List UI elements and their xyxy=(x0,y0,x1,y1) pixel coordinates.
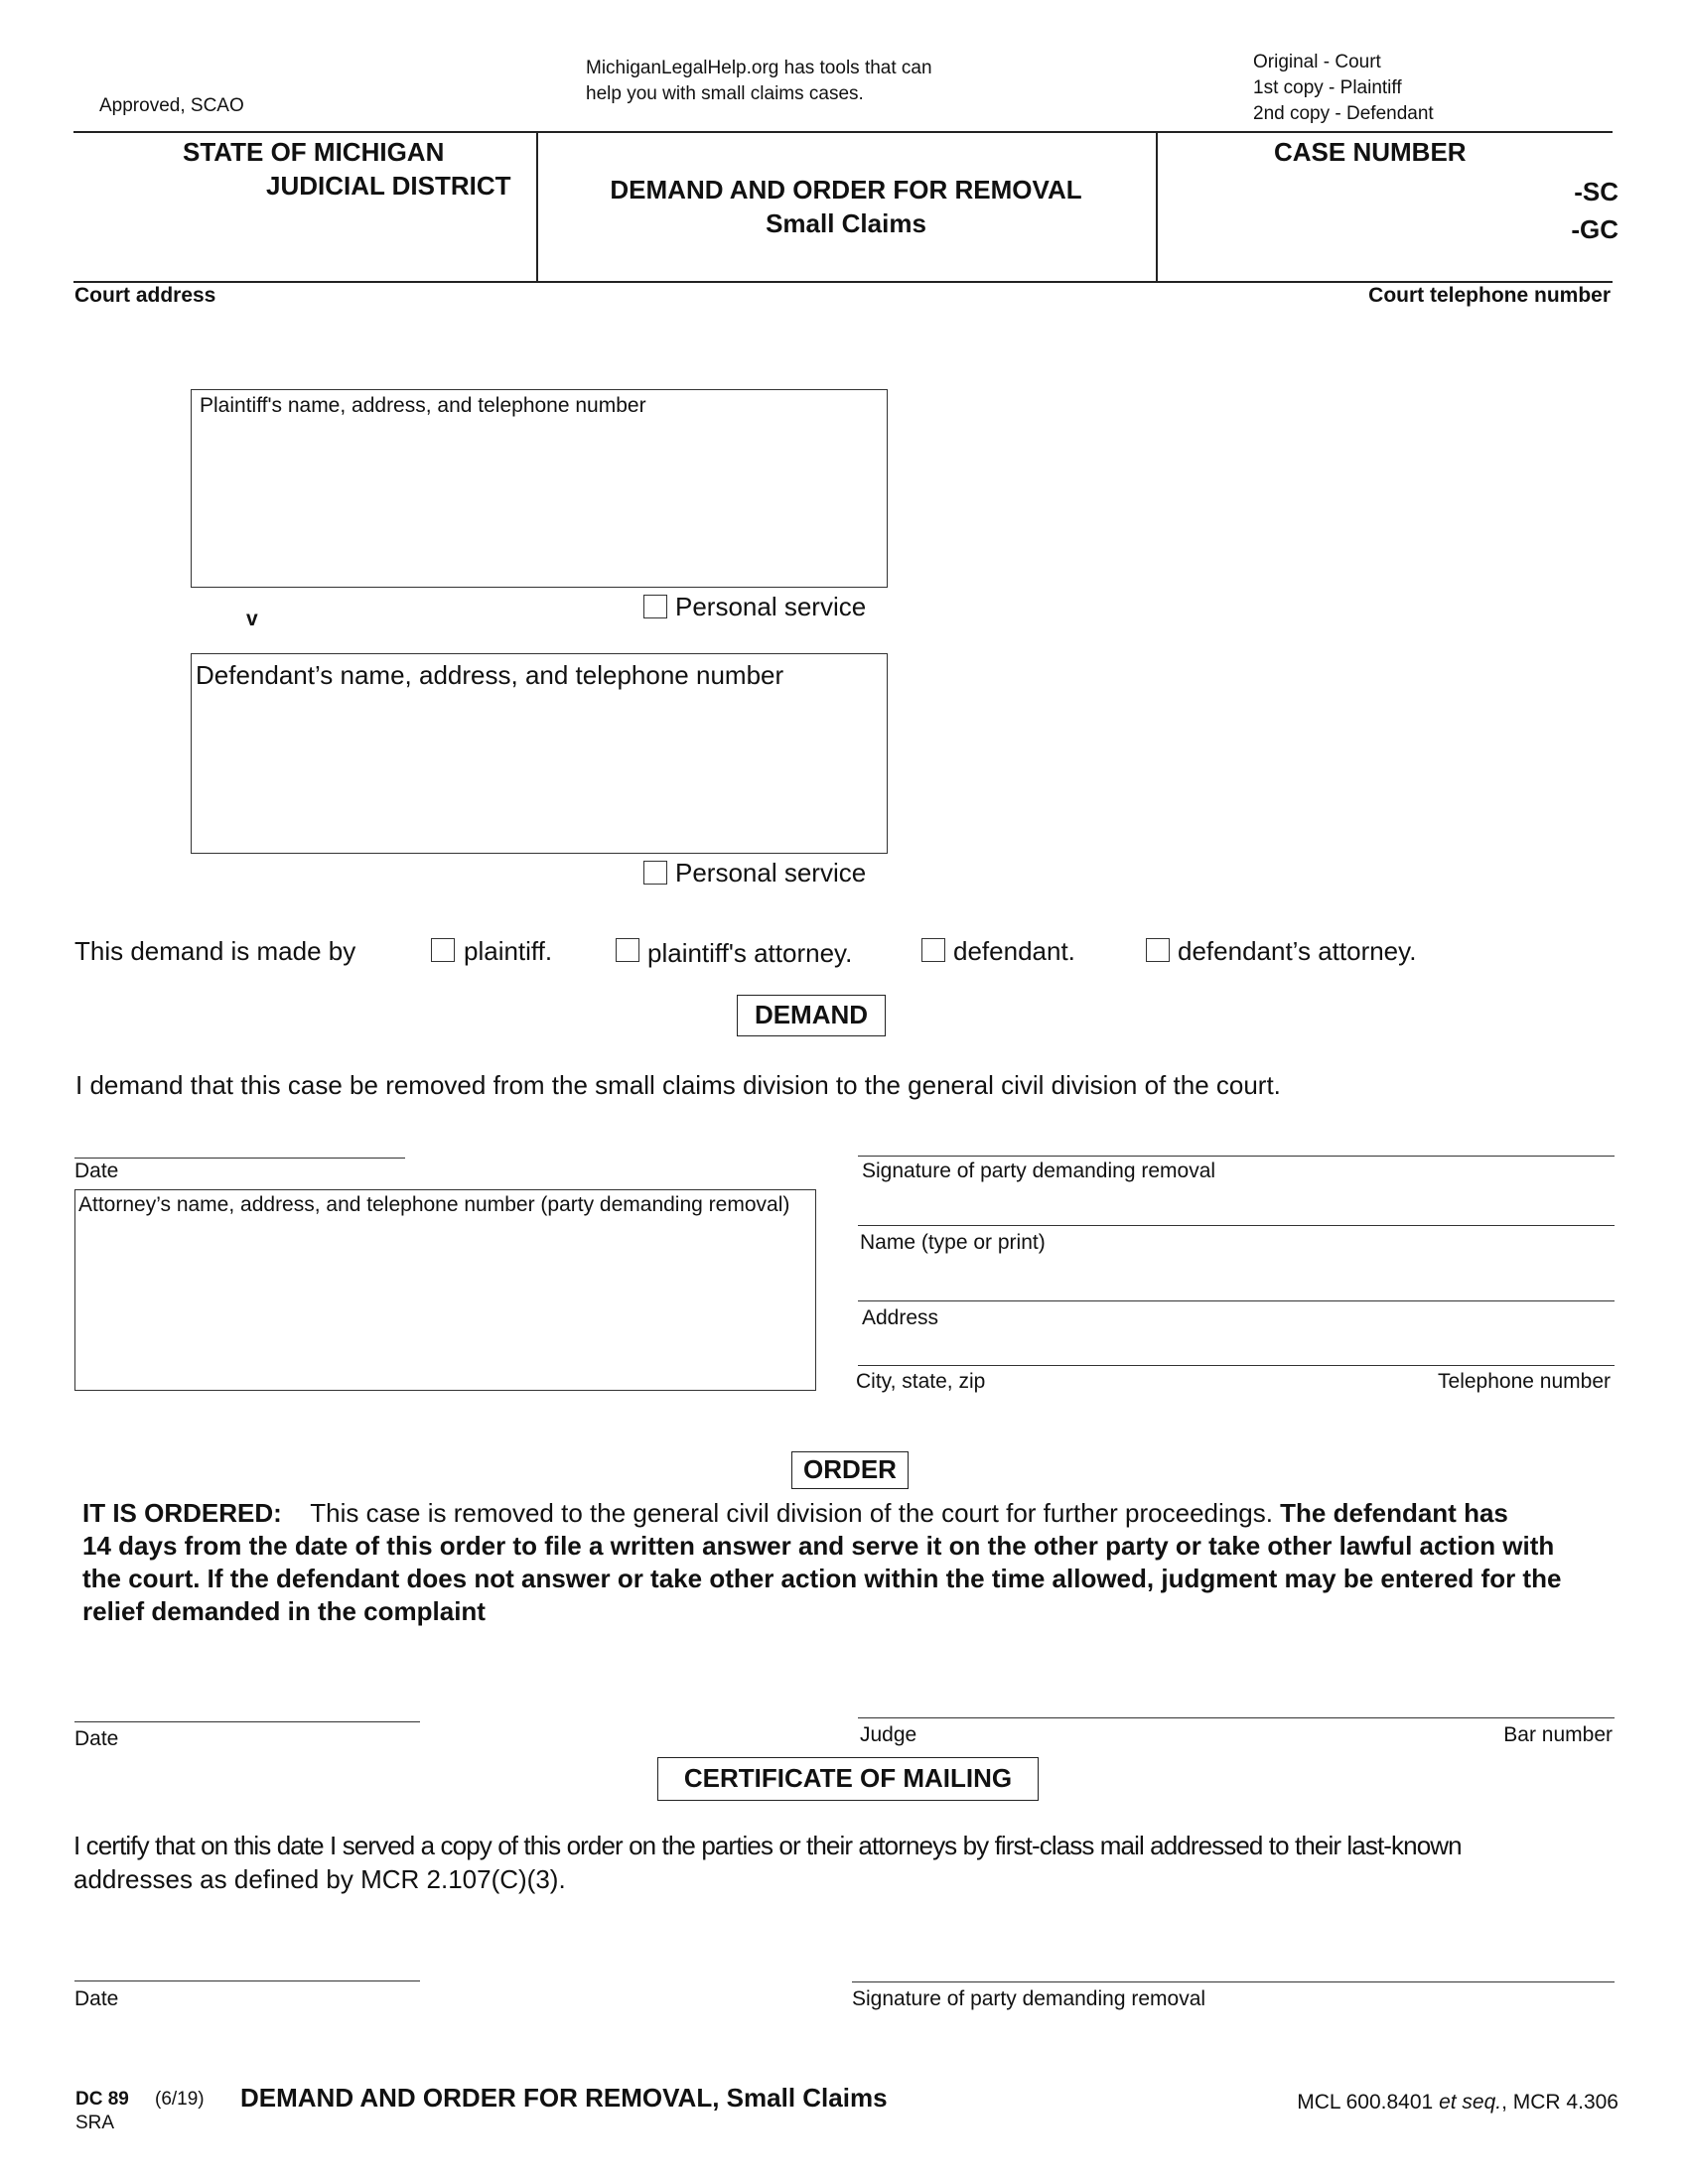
bar-number-label: Bar number xyxy=(1503,1723,1613,1746)
case-suffix-sc: -SC xyxy=(1574,177,1618,206)
footer-form-subtitle: Small Claims xyxy=(726,2083,888,2113)
district-label: JUDICIAL DISTRICT xyxy=(266,171,511,201)
demand-by-label: This demand is made by xyxy=(74,936,356,966)
order-heading: ORDER xyxy=(791,1451,909,1489)
header-top-rule xyxy=(73,131,1613,133)
help-line-2: help you with small claims cases. xyxy=(586,83,864,104)
plaintiff-personal-service-label: Personal service xyxy=(675,592,867,621)
address-line[interactable] xyxy=(858,1300,1615,1301)
certificate-signature-line[interactable] xyxy=(852,1981,1615,1982)
copy-second: 2nd copy - Defendant xyxy=(1253,103,1434,124)
option-plaintiff: plaintiff. xyxy=(464,936,553,966)
order-text-bold-4: relief demanded in the complaint xyxy=(82,1596,486,1626)
header-divider-right xyxy=(1156,132,1158,281)
header-bottom-rule xyxy=(73,281,1613,283)
demand-date-line[interactable] xyxy=(74,1158,405,1159)
name-label: Name (type or print) xyxy=(860,1231,1046,1254)
versus-label: v xyxy=(246,608,258,630)
order-date-label: Date xyxy=(74,1727,119,1750)
plaintiff-personal-service-checkbox[interactable] xyxy=(643,595,667,618)
address-label: Address xyxy=(862,1306,939,1329)
state-label: STATE OF MICHIGAN xyxy=(183,137,445,167)
option-defendants-attorney: defendant’s attorney. xyxy=(1178,936,1417,966)
case-number-label: CASE NUMBER xyxy=(1274,137,1467,167)
form-title: DEMAND AND ORDER FOR REMOVAL xyxy=(610,175,1082,205)
footer-sra: SRA xyxy=(75,2113,115,2133)
certificate-signature-label: Signature of party demanding removal xyxy=(852,1987,1206,2010)
certificate-line-1: I certify that on this date I served a copy of this order on the parties or their attorneys by first-class mail addressed to their last-known xyxy=(73,1831,1462,1860)
footer-citation-pre: MCL 600.8401 xyxy=(1297,2091,1434,2114)
attorney-box[interactable] xyxy=(74,1189,816,1391)
judge-label: Judge xyxy=(860,1723,917,1746)
order-text-bold-1: The defendant has xyxy=(1280,1498,1508,1528)
header-divider-left xyxy=(536,132,538,281)
order-text xyxy=(82,1497,1621,1628)
option-defendant: defendant. xyxy=(953,936,1075,966)
demand-signature-label: Signature of party demanding removal xyxy=(862,1160,1216,1182)
defendant-label: Defendant’s name, address, and telephone number xyxy=(196,660,784,690)
plaintiff-box[interactable] xyxy=(191,389,888,588)
demand-text: I demand that this case be removed from the small claims division to the general civil division of the court. xyxy=(75,1070,1281,1100)
demand-signature-line[interactable] xyxy=(858,1156,1615,1157)
attorney-label: Attorney’s name, address, and telephone number (party demanding removal) xyxy=(78,1193,790,1216)
order-text-normal: This case is removed to the general civil division of the court for further proceedings. xyxy=(310,1498,1273,1528)
certificate-date-label: Date xyxy=(74,1987,119,2010)
defendant-box[interactable] xyxy=(191,653,888,854)
footer-citation-italic: et seq. xyxy=(1439,2091,1502,2114)
order-date-line[interactable] xyxy=(74,1721,420,1722)
footer-form-id: DC 89 xyxy=(75,2089,129,2110)
demand-date-label: Date xyxy=(74,1160,119,1182)
telephone-label: Telephone number xyxy=(1438,1370,1611,1393)
defendant-personal-service-checkbox[interactable] xyxy=(643,861,667,885)
city-line[interactable] xyxy=(858,1365,1615,1366)
court-phone-label: Court telephone number xyxy=(1368,284,1611,307)
footer-revision: (6/19) xyxy=(155,2089,205,2110)
court-address-label: Court address xyxy=(74,284,216,307)
judge-line[interactable] xyxy=(858,1717,1615,1718)
certificate-heading: CERTIFICATE OF MAILING xyxy=(657,1757,1039,1801)
footer-citation xyxy=(1192,2091,1618,2115)
order-text-bold-2: 14 days from the date of this order to file a written answer and serve it on the other party or take other lawful action with xyxy=(82,1531,1555,1561)
order-ordered: IT IS ORDERED: xyxy=(82,1498,282,1528)
help-line-1: MichiganLegalHelp.org has tools that can xyxy=(586,58,932,78)
plaintiff-label: Plaintiff's name, address, and telephone number xyxy=(200,394,646,417)
footer-citation-post: , MCR 4.306 xyxy=(1501,2091,1618,2114)
footer-title xyxy=(240,2083,888,2114)
case-suffix-gc: -GC xyxy=(1571,214,1618,244)
demand-heading: DEMAND xyxy=(737,995,886,1036)
order-text-bold-3: the court. If the defendant does not answer or take other action within the time allowed, judgment may be entered for the xyxy=(82,1564,1562,1593)
checkbox-defendants-attorney[interactable] xyxy=(1146,938,1170,962)
city-label: City, state, zip xyxy=(856,1370,986,1393)
certificate-line-2: addresses as defined by MCR 2.107(C)(3). xyxy=(73,1864,566,1894)
name-line[interactable] xyxy=(858,1225,1615,1226)
checkbox-plaintiffs-attorney[interactable] xyxy=(616,938,639,962)
checkbox-defendant[interactable] xyxy=(921,938,945,962)
copy-first: 1st copy - Plaintiff xyxy=(1253,77,1402,98)
certificate-date-line[interactable] xyxy=(74,1980,420,1981)
footer-form-title: DEMAND AND ORDER FOR REMOVAL, xyxy=(240,2083,720,2113)
defendant-personal-service-label: Personal service xyxy=(675,858,867,887)
copy-original: Original - Court xyxy=(1253,52,1381,72)
checkbox-plaintiff[interactable] xyxy=(431,938,455,962)
approved-label: Approved, SCAO xyxy=(99,95,244,116)
option-plaintiffs-attorney: plaintiff's attorney. xyxy=(647,938,853,968)
form-subtitle: Small Claims xyxy=(766,208,926,238)
